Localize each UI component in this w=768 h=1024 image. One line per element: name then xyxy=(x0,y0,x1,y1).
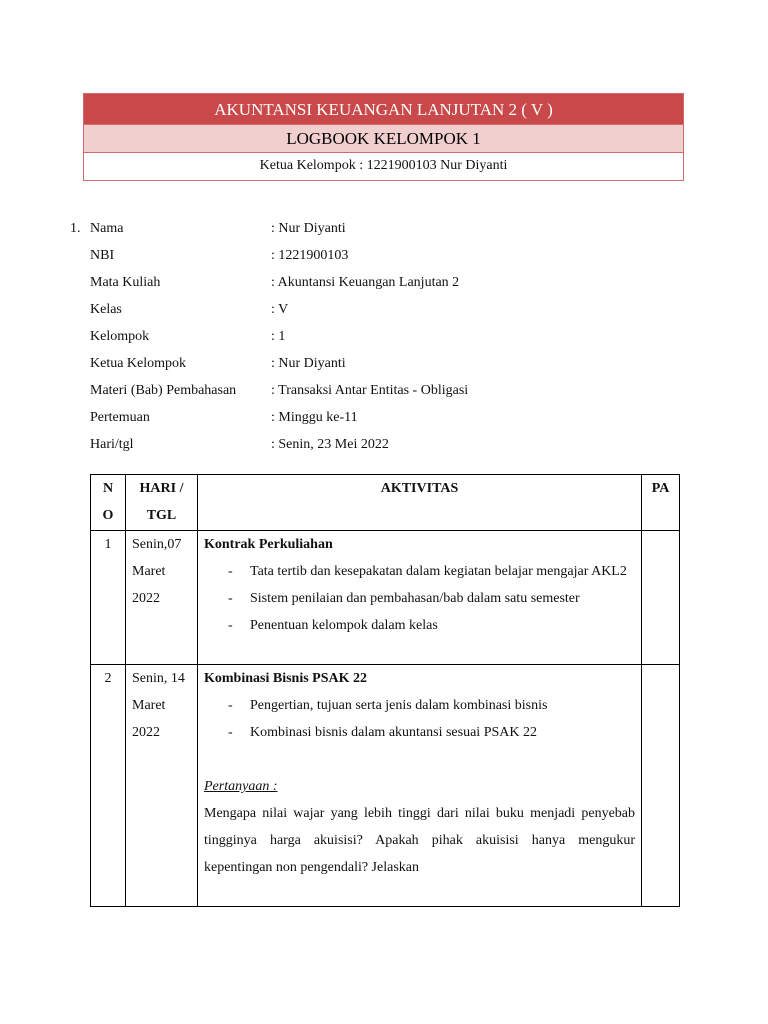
info-label: Nama xyxy=(90,221,124,236)
info-row-material xyxy=(70,380,690,407)
info-label: Mata Kuliah xyxy=(90,275,161,290)
info-value: : Nur Diyanti xyxy=(271,356,346,371)
info-row-name xyxy=(70,218,690,245)
info-row-course xyxy=(70,272,690,299)
activity-title: Kontrak Perkuliahan xyxy=(204,537,333,552)
student-info-list xyxy=(70,218,690,461)
activity-title: Kombinasi Bisnis PSAK 22 xyxy=(204,671,367,686)
info-row-group xyxy=(70,326,690,353)
info-row-date xyxy=(70,434,690,461)
row-number: 2 xyxy=(91,665,126,907)
list-item: - Pengertian, tujuan serta jenis dalam kombinasi bisnis xyxy=(228,698,548,713)
header-pa: PA xyxy=(642,475,680,531)
info-value: : Senin, 23 Mei 2022 xyxy=(271,437,389,452)
info-label: Materi (Bab) Pembahasan xyxy=(90,383,237,398)
row-pa xyxy=(642,531,680,665)
course-title: AKUNTANSI KEUANGAN LANJUTAN 2 ( V ) xyxy=(84,94,683,125)
info-value: : 1 xyxy=(271,329,286,344)
info-value: : 1221900103 xyxy=(271,248,349,263)
row-number: 1 xyxy=(91,531,126,665)
table-header-row xyxy=(91,475,680,531)
row-date: Senin, 14 Maret 2022 xyxy=(126,665,198,907)
row-pa xyxy=(642,665,680,907)
question-label: Pertanyaan : xyxy=(204,779,278,794)
info-value: : Akuntansi Keuangan Lanjutan 2 xyxy=(271,275,460,290)
header-no: N O xyxy=(91,475,126,531)
info-row-nbi xyxy=(70,245,690,272)
info-value: : Nur Diyanti xyxy=(271,221,346,236)
list-item: - Sistem penilaian dan pembahasan/bab dalam satu semester xyxy=(228,591,580,606)
table-row xyxy=(91,665,680,907)
info-value: : Minggu ke-11 xyxy=(271,410,358,425)
question-text: Mengapa nilai wajar yang lebih tinggi dari nilai buku menjadi penyebab tingginya harga akuisisi? Apakah pihak akuisisi hanya mengukur kepentingan non pengendali? Jelaskan xyxy=(204,806,635,875)
header-aktivitas: AKTIVITAS xyxy=(198,475,642,531)
list-item: - Penentuan kelompok dalam kelas xyxy=(228,618,438,633)
list-item: - Tata tertib dan kesepakatan dalam kegiatan belajar mengajar AKL2 xyxy=(228,564,627,579)
logbook-title: LOGBOOK KELOMPOK 1 xyxy=(84,125,683,153)
document-header xyxy=(83,93,684,181)
info-label: Hari/tgl xyxy=(90,437,134,452)
info-label: Ketua Kelompok xyxy=(90,356,187,371)
group-leader-line: Ketua Kelompok : 1221900103 Nur Diyanti xyxy=(84,153,683,180)
info-label: NBI xyxy=(90,248,115,263)
info-value: : Transaksi Antar Entitas - Obligasi xyxy=(271,383,469,398)
info-row-class xyxy=(70,299,690,326)
header-hari-tgl: HARI / TGL xyxy=(126,475,198,531)
table-row xyxy=(91,531,680,665)
info-label: Pertemuan xyxy=(90,410,150,425)
row-activity xyxy=(198,531,642,665)
list-item: - Kombinasi bisnis dalam akuntansi sesuai PSAK 22 xyxy=(228,725,537,740)
list-number: 1. xyxy=(70,221,81,236)
info-value: : V xyxy=(271,302,289,317)
row-activity xyxy=(198,665,642,907)
row-date: Senin,07 Maret 2022 xyxy=(126,531,198,665)
logbook-table xyxy=(90,474,680,907)
info-row-group-leader xyxy=(70,353,690,380)
info-row-meeting xyxy=(70,407,690,434)
info-label: Kelompok xyxy=(90,329,150,344)
info-label: Kelas xyxy=(90,302,122,317)
